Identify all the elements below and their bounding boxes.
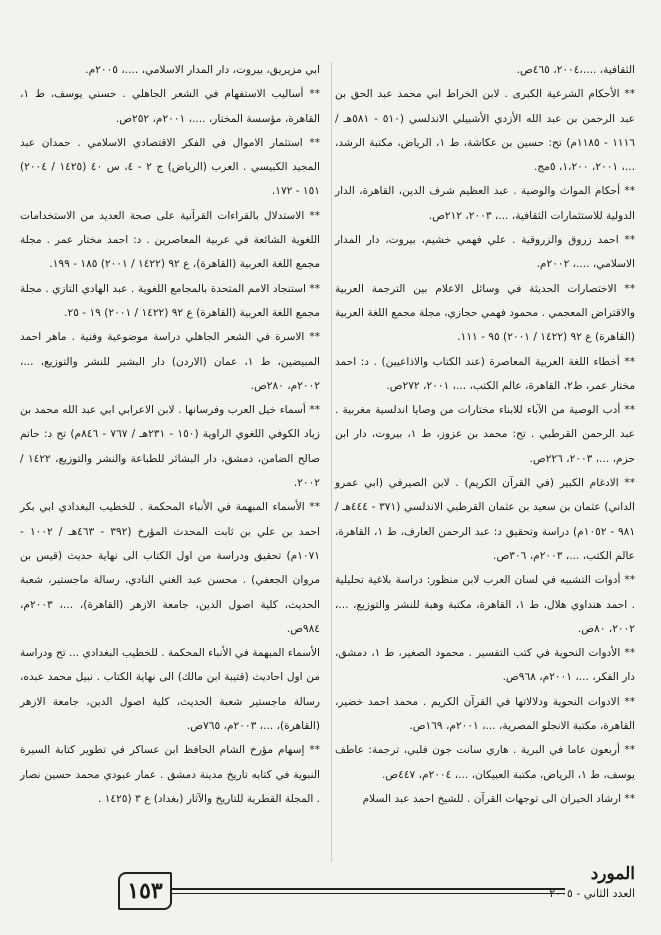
bibliography-entry: ** استنجاد الامم المتحدة بالمجامع اللغوية . عبد الهادي التازي . مجلة مجمع اللغة العربية (القاهرة) ع ٩٢ (١٤٢٢ / ٢٠٠١) ١٩ - ٢٥. bbox=[20, 282, 320, 319]
bibliography-entry: ** الأدوات النحوية في كتب التفسير . محمود الصغير، ط ١، دمشق، دار الفكر، ...، ٢٠٠١م، ٩٦٨ص. bbox=[335, 647, 635, 684]
page-footer bbox=[0, 862, 661, 935]
right-column bbox=[335, 58, 635, 811]
bibliography-entry: ** الأحكام الشرعية الكبرى . لابن الخراط ابي محمد عبد الحق بن عبد الرحمن بن عبد الله الأزدي الأشبيلي الاندلسي (٥١٠ - ٥٨١هـ / ١١١٦ - ١١٨٥م) تح: حسين بن عكاشة، ط ١، الرياض، مكتبة الرشد، ...، ٢٠٠١، ١،٢٠٠، ٥مج. bbox=[335, 88, 635, 174]
page-number: ١٥٣ bbox=[118, 872, 172, 910]
bibliography-entry: ** أساليب الاستفهام في الشعر الجاهلي . حسني يوسف، ط ١، القاهرة، مؤسسة المختار، ....، ٢٠٠١م، ٢٥٢ص. bbox=[20, 88, 320, 125]
bibliography-entry: الأسماء المبهمة في الأنباء المحكمة . للخطيب البغدادي ... تح ودراسة من اول احاديث (قتيبة ابن مالك) الى نهاية الكتاب . نبيل محمد عبده، رسالة ماجستير شعبة الحديث، كلية اصول الدين، جامعة الازهر (القاهرة)، ...، ٢٠٠٣م، ٧٦٥ص. bbox=[20, 647, 320, 733]
bibliography-entry: ** الادغام الكبير (في القرآن الكريم) . لابن الصيرفي (ابي عمرو الداني) عثمان بن سعيد بن عثمان القرطبي الاندلسي (٣٧١ - ٤٤٤هـ / ٩٨١ - ١٠٥٢م) دراسة وتحقيق د: عبد الرحمن العارف، ط ١، القاهرة، عالم الكتب، ...، ٢٠٠٣م، ٣٠٦ص. bbox=[335, 477, 636, 562]
column-divider bbox=[331, 62, 332, 862]
bibliography-entry: ** ارشاد الحيران الى توجهات القرآن . للشيخ احمد عبد السلام bbox=[362, 792, 635, 805]
bibliography-entry: ** الادوات النحوية ودلالاتها في القرآن الكريم . محمد احمد خضير، القاهرة، مكتبة الانجلو المصرية، ...، ٢٠٠١م، ١٦٩ص. bbox=[335, 695, 635, 733]
bibliography-entry: ** احمد زروق والزروقية . علي فهمي خشيم، بيروت، دار المدار الاسلامي، ....، ٢٠٠٢م. bbox=[335, 234, 635, 271]
bibliography-entry: ** الاستدلال بالقراءات القرآنية على صحة العديد من الاستخدامات اللغوية الشائعة في عربية المعاصرين . د: احمد مختار عمر . مجلة مجمع اللغة العربية (القاهرة)، ع ٩٢ (١٤٢٢ / ٢٠٠١) ١٨٥ - ١٩٩. bbox=[20, 209, 320, 271]
bibliography-entry: ** إسهام مؤرخ الشام الحافظ ابن عساكر في تطوير كتابة السيرة النبوية في كتابه تاريخ مدينة دمشق . عمار عبودي محمد حسين نصار . المجلة القطرية للتاريخ والآثار (بغداد) ع ٣ (١٤٢٥ . bbox=[20, 744, 320, 805]
bibliography-entry: ** أحكام المواث والوصية . عبد العظيم شرف الدين، القاهرة، الدار الدولية للاستثمارات الثقافية، ...، ٢٠٠٣، ٢١٢ص. bbox=[335, 185, 635, 222]
bibliography-entry: ** أربعون عاما في البرية . هاري سانت جون فلبي، ترجمة: عاطف يوسف، ط ١، الرياض، مكتبة العبيكان، ...، ٢٠٠٤م، ٤٤٧ص. bbox=[335, 744, 635, 781]
bibliography-entry: ** الاسرة في الشعر الجاهلي دراسة موضوعية وفنية . ماهر احمد المبيضين، ط ١، عمان (الاردن) دار البشير للنشر والتوزيع، ...، ٢٠٠٢م، ٢٨٠ص. bbox=[20, 331, 320, 392]
bibliography-entry: ** أسماء خيل العرب وفرسانها . لابن الاعرابي ابي عبد الله محمد بن زياد الكوفي اللغوي الراوية (١٥٠ - ٢٣١هـ / ٧٦٧ - ٨٤٦م) تح د: حاتم صالح الضامن، دمشق، دار البشائر للطباعة والنشر والتوزيع، ١٤٢٢ / ٢٠٠٢. bbox=[20, 404, 321, 490]
journal-title: المورد bbox=[590, 864, 635, 884]
bibliography-entry: الثقافية، ....،٢٠٠٤، ٤٦٥ص. bbox=[516, 64, 635, 76]
bibliography-entry: ** الأسماء المبهمة في الأنباء المحكمة . للخطيب البغدادي ابي بكر احمد بن علي بن ثابت المحدث المؤرخ (٣٩٢ - ٤٦٣هـ / ١٠٠٢ - ١٠٧١م) تحقيق ودراسة من اول الكتاب الى نهاية حديث (قيس بن مروان الجعفي) . محسن عبد الغني النادي، رسالة ماجستير، شعبة الحديث، كلية اصول الدين، جامعة الازهر (القاهرة)، ...، ٢٠٠٣م، ٩٨٤ص. bbox=[20, 501, 320, 635]
bibliography-entry: ** أدوات التشبيه في لسان العرب لابن منظور: دراسة بلاغية تحليلية . احمد هنداوي هلال، ط ١، القاهرة، مكتبة وهبة للنشر والتوزيع، ...، ٢٠٠٢، ٨٠ص. bbox=[335, 574, 635, 635]
bibliography-entry: ابي مزيريق، بيروت، دار المدار الاسلامي، ....، ٢٠٠٥م. bbox=[85, 64, 320, 76]
bibliography-entry: ** استثمار الاموال في الفكر الاقتصادي الاسلامي . حمدان عبد المجيد الكبيسي . العرب (الرياض) ج ٢ - ٤، س ٤٠ (١٤٢٥ / ٢٠٠٤) ١٥١ - ١٧٢. bbox=[20, 136, 320, 198]
bibliography-entry: ** أخطاء اللغة العربية المعاصرة (عند الكتاب والاذاعيين) . د: احمد مختار عمر، ط٢، القاهرة، عالم الكتب، ...، ٢٠٠١، ٢٧٢ص. bbox=[335, 355, 635, 392]
bibliography-entry: ** أدب الوصية من الآباء للابناء مختارات من وصايا اندلسية مغربية . عبد الرحمن القرطبي . تح: محمد بن عزوز، ط ١، بيروت، دار ابن حزم، ...، ٢٠٠٣، ٢٢٦ص. bbox=[335, 404, 635, 465]
bibliography-entry: ** الاختصارات الحديثة في وسائل الاعلام بين الترجمة العربية والاقتراض المعجمي . محمود فهمي حجازي، مجلة مجمع اللغة العربية (القاهرة) ع ٩٢ (١٤٢٢ / ٢٠٠١) ٩٥ - ١١١. bbox=[335, 282, 635, 344]
left-column bbox=[20, 58, 320, 811]
journal-issue: العدد الثاني - ٢٠٠٥ bbox=[549, 887, 635, 900]
